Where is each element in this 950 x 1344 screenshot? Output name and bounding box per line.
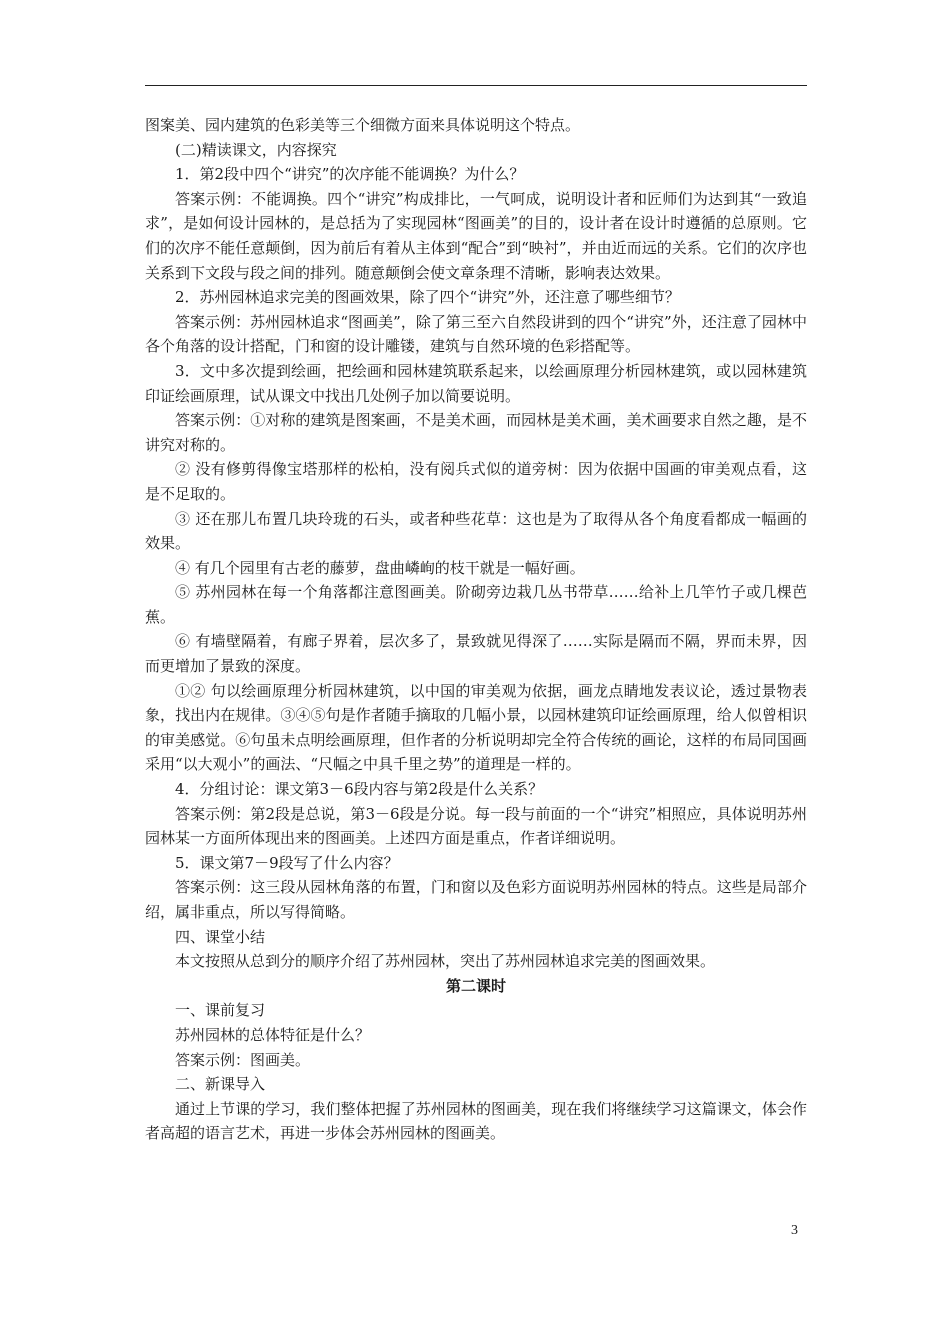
paragraph: 一、课前复习 bbox=[175, 1001, 266, 1020]
header-rule bbox=[145, 85, 807, 86]
paragraph: 苏州园林的总体特征是什么？ bbox=[175, 1025, 371, 1044]
paragraph: ③ 还在那儿布置几块玲珑的石头，或者种些花草：这也是为了取得从各个角度看都成一幅画的效果。 bbox=[145, 509, 807, 553]
paragraph: ② 没有修剪得像宝塔那样的松柏，没有阅兵式似的道旁树：因为依据中国画的审美观点看，这是不足取的。 bbox=[145, 460, 807, 503]
paragraph: ①② 句以绘画原理分析园林建筑，以中国的审美观为依据，画龙点睛地发表议论，透过景物表象，找出内在规律。③④⑤句是作者随手摘取的几幅小景，以园林建筑印证绘画原理，给人似曾相识的审美感觉。⑥句虽未点明绘画原理，但作者的分析说明却完全符合传统的画论，这样的布局同国画采用“以大观小”的画法、“尺幅之中具千里之势”的道理是一样的。 bbox=[145, 681, 807, 774]
page-number: 3 bbox=[791, 1223, 798, 1238]
paragraph: ⑥ 有墙壁隔着，有廊子界着，层次多了，景致就见得深了……实际是隔而不隔，界而未界，因而更增加了景致的深度。 bbox=[145, 632, 807, 676]
paragraph: 答案示例：图画美。 bbox=[175, 1050, 311, 1069]
paragraph: 本文按照从总到分的顺序介绍了苏州园林，突出了苏州园林追求完美的图画效果。 bbox=[175, 952, 716, 971]
section-heading: 第二课时 bbox=[445, 976, 506, 995]
paragraph: 答案示例：苏州园林追求“图画美”，除了第三至六自然段讲到的四个“讲究”外，还注意了园林中各个角落的设计搭配，门和窗的设计雕镂，建筑与自然环境的色彩搭配等。 bbox=[145, 312, 807, 356]
paragraph: 四、课堂小结 bbox=[175, 927, 266, 946]
paragraph: 二、新课导入 bbox=[175, 1075, 266, 1094]
paragraph: 答案示例：这三段从园林角落的布置，门和窗以及色彩方面说明苏州园林的特点。这些是局部介绍，属非重点，所以写得简略。 bbox=[145, 878, 807, 921]
paragraph: 答案示例：①对称的建筑是图案画，不是美术画，而园林是美术画，美术画要求自然之趣，是不讲究对称的。 bbox=[145, 411, 807, 454]
document-body bbox=[145, 113, 807, 1146]
paragraph: 图案美、园内建筑的色彩美等三个细微方面来具体说明这个特点。 bbox=[145, 116, 581, 134]
paragraph: 2．苏州园林追求完美的图画效果，除了四个“讲究”外，还注意了哪些细节？ bbox=[175, 288, 680, 307]
paragraph: ⑤ 苏州园林在每一个角落都注意图画美。阶砌旁边栽几丛书带草……给补上几竿竹子或几棵芭蕉。 bbox=[145, 583, 807, 626]
paragraph: 答案示例：不能调换。四个“讲究”构成排比，一气呵成，说明设计者和匠师们为达到其“一致追求”，是如何设计园林的，是总括为了实现园林“图画美”的目的，设计者在设计时遵循的总原则。它们的次序不能任意颠倒，因为前后有着从主体到“配合”到“映衬”，并由近而远的关系。它们的次序也关系到下文段与段之间的排列。随意颠倒会使文章条理不清晰，影响表达效果。 bbox=[145, 189, 807, 282]
paragraph: 5．课文第7－9段写了什么内容？ bbox=[175, 853, 399, 872]
paragraph: 答案示例：第2段是总说，第3－6段是分说。每一段与前面的一个“讲究”相照应，具体说明苏州园林某一方面所体现出来的图画美。上述四方面是重点，作者详细说明。 bbox=[145, 804, 807, 848]
paragraph: ④ 有几个园里有古老的藤萝，盘曲嶙峋的枝干就是一幅好画。 bbox=[175, 558, 585, 577]
paragraph: 4．分组讨论：课文第3－6段内容与第2段是什么关系？ bbox=[175, 780, 544, 799]
paragraph: (二)精读课文，内容探究 bbox=[175, 140, 337, 159]
paragraph: 3．文中多次提到绘画，把绘画和园林建筑联系起来，以绘画原理分析园林建筑，或以园林建筑印证绘画原理，试从课文中找出几处例子加以简要说明。 bbox=[145, 361, 807, 405]
paragraph: 通过上节课的学习，我们整体把握了苏州园林的图画美，现在我们将继续学习这篇课文，体会作者高超的语言艺术，再进一步体会苏州园林的图画美。 bbox=[145, 1099, 807, 1143]
paragraph: 1．第2段中四个“讲究”的次序能不能调换？为什么？ bbox=[175, 165, 525, 184]
